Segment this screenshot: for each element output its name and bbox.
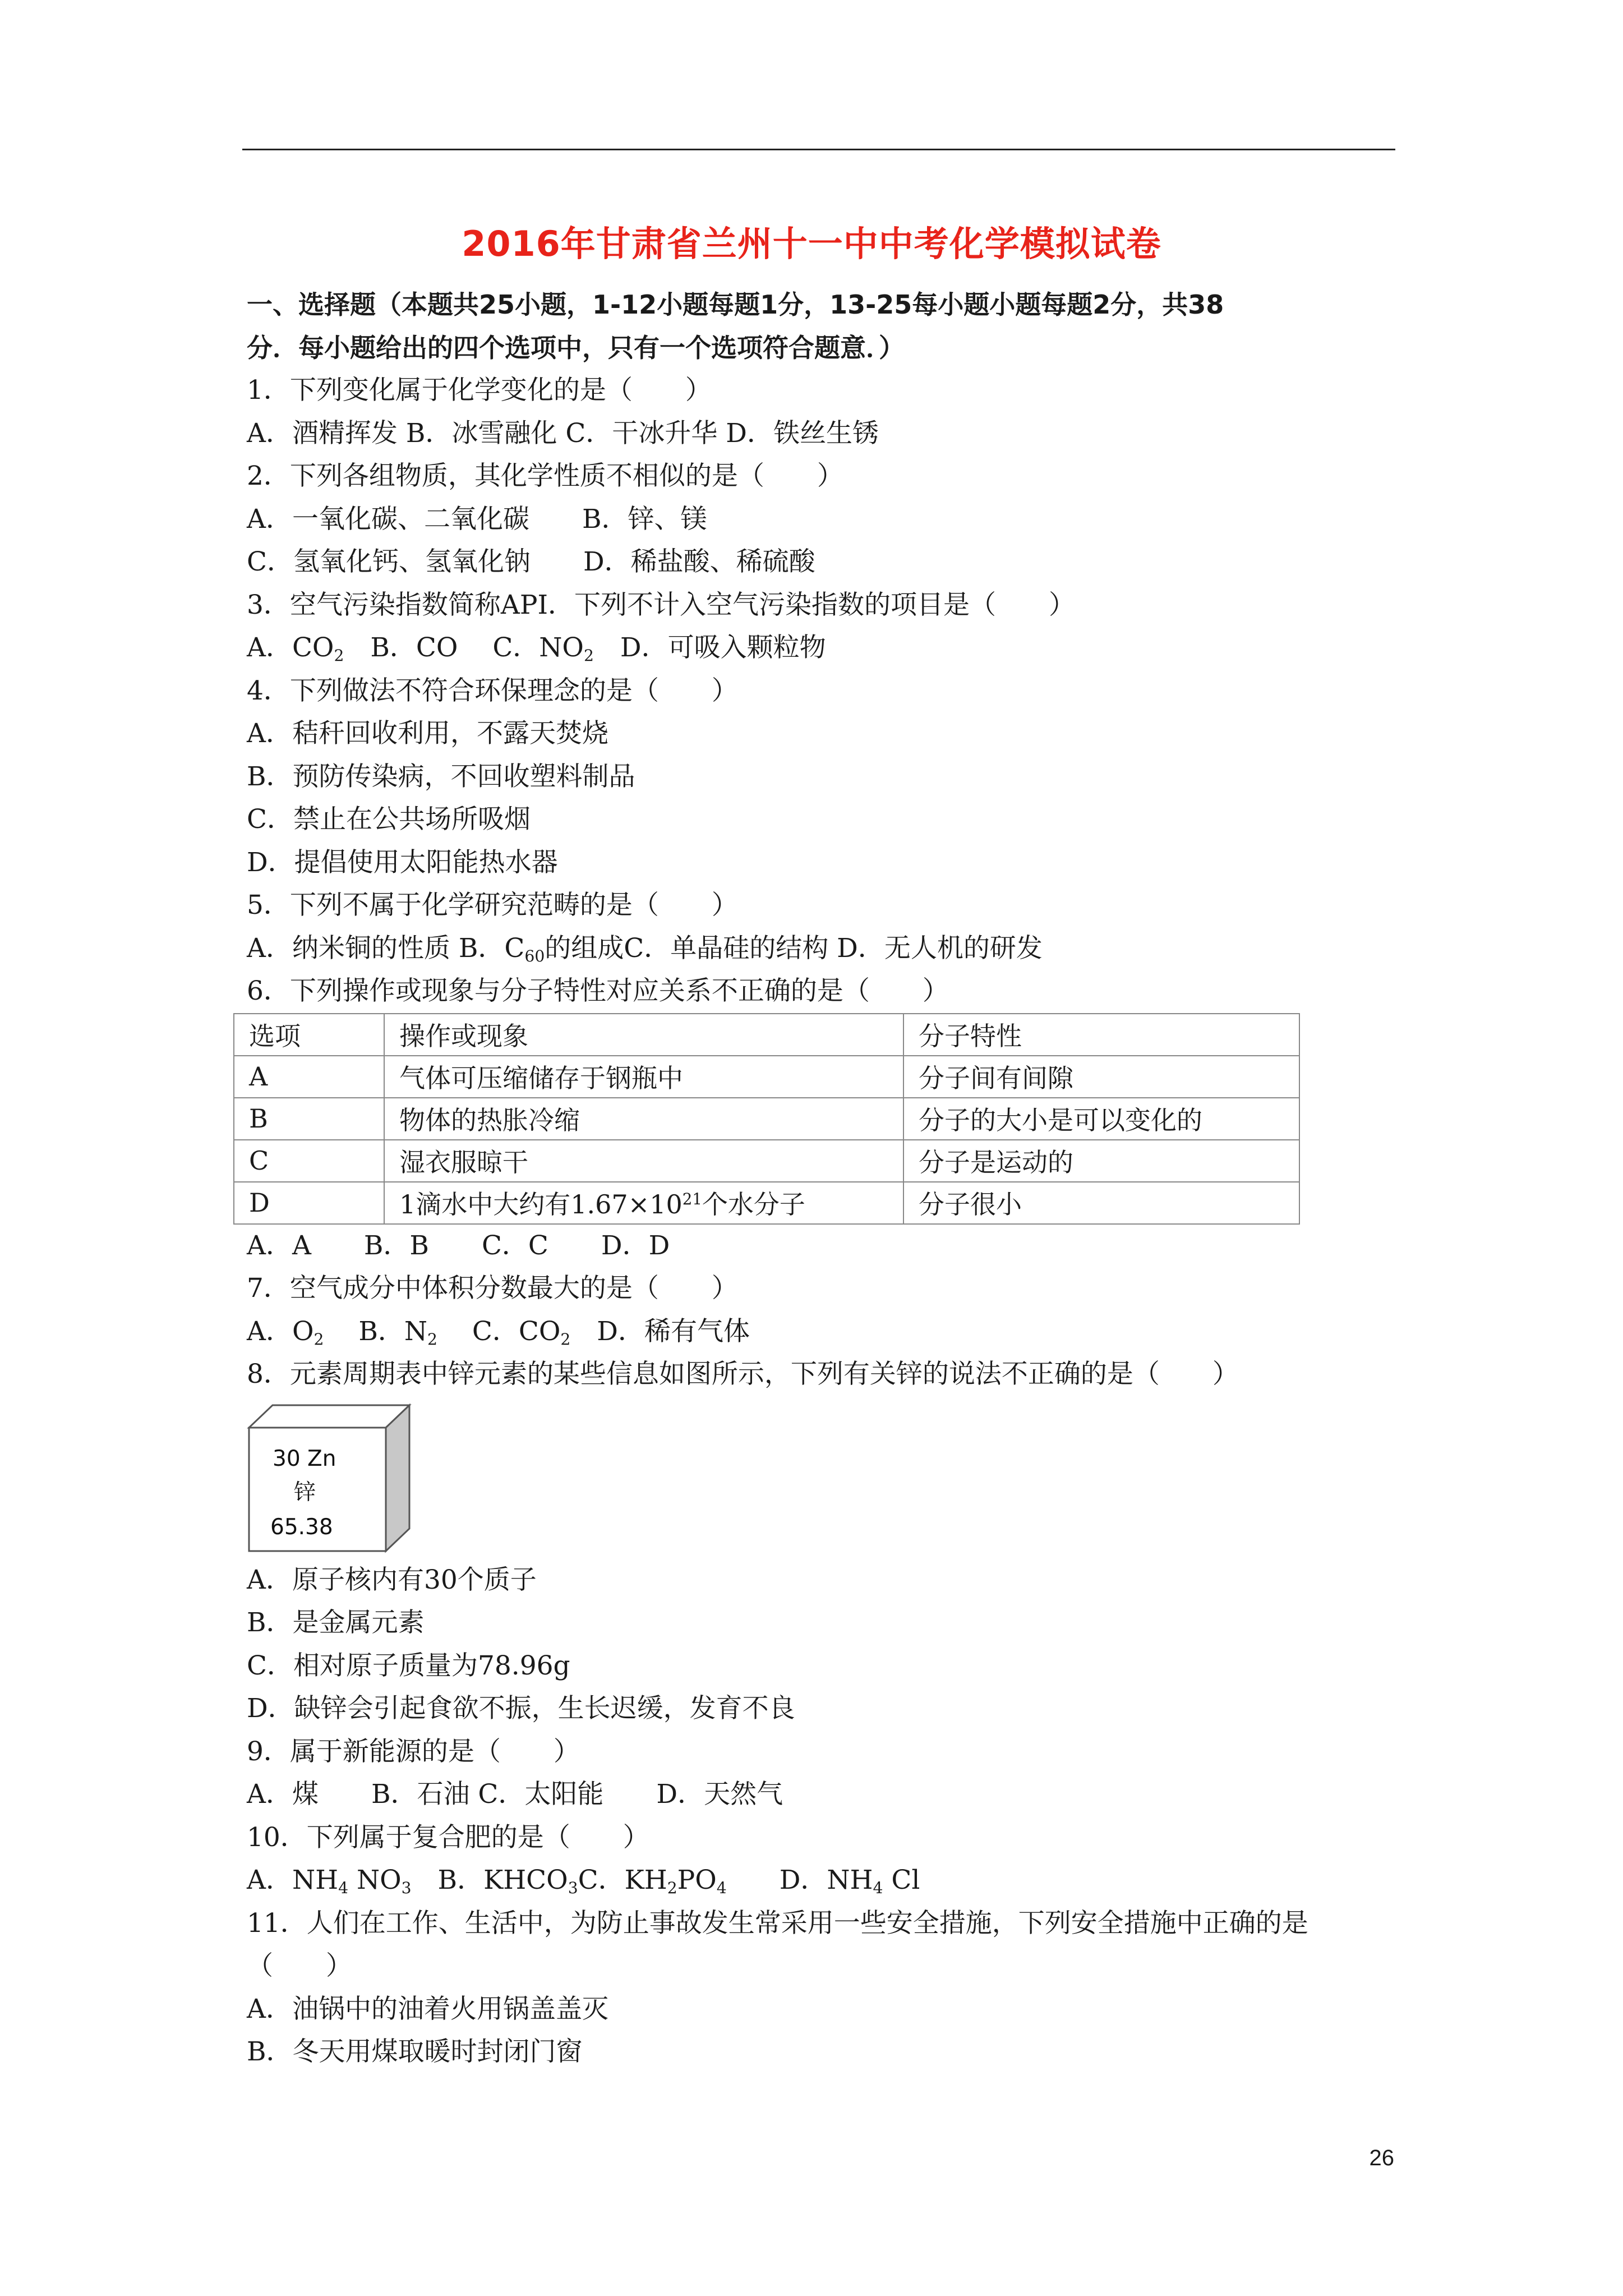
page-number: 26 — [1369, 2146, 1394, 2170]
table-cell: 分子很小 — [903, 1182, 1299, 1224]
q11-option-a: A．油锅中的油着火用锅盖盖灭 — [247, 1993, 608, 2024]
table-row — [234, 1098, 1299, 1140]
table-cell: C — [234, 1140, 384, 1182]
q8-stem: 8．元素周期表中锌元素的某些信息如图所示，下列有关锌的说法不正确的是（ ） — [247, 1359, 1239, 1389]
q11-stem-paren: （ ） — [247, 1950, 352, 1981]
q8-option-c: C．相对原子质量为78.96g — [247, 1650, 570, 1681]
q10-stem: 10．下列属于复合肥的是（ ） — [247, 1821, 649, 1853]
q1-stem: 1．下列变化属于化学变化的是（ ） — [247, 375, 712, 406]
zinc-tile-3d — [247, 1403, 415, 1554]
table-cell: 1滴水中大约有$1.67\times 10^{21}$个水分子 — [384, 1182, 903, 1224]
table-header-cell: 选项 — [234, 1014, 384, 1056]
table-cell: B — [234, 1098, 384, 1140]
q8-option-b: B．是金属元素 — [247, 1607, 425, 1638]
table-cell: 湿衣服晾干 — [384, 1140, 903, 1182]
q2-options-2: C．氢氧化钙、氢氧化钠 D．稀盐酸、稀硫酸 — [247, 546, 815, 577]
header-rule — [242, 149, 1395, 150]
q4-stem: 4．下列做法不符合环保理念的是（ ） — [247, 675, 738, 706]
q3-stem: 3．空气污染指数简称API．下列不计入空气污染指数的项目是（ ） — [247, 589, 1076, 620]
table-cell: D — [234, 1182, 384, 1224]
table-header-cell: 分子特性 — [903, 1014, 1299, 1056]
section-heading-line1: 一、选择题（本题共25小题，1-12小题每题1分，13-25每小题小题每题2分，共38 — [247, 289, 1224, 320]
q5-options: A．纳米铜的性质 B．$C_{60}$的组成C．单晶硅的结构 D．无人机的研发 — [247, 932, 1043, 965]
section-heading-line2: 分．每小题给出的四个选项中，只有一个选项符合题意．） — [247, 332, 905, 363]
q11-option-b: B．冬天用煤取暖时封闭门窗 — [247, 2036, 583, 2067]
table-row — [234, 1056, 1299, 1098]
q2-options-1: A．一氧化碳、二氧化碳 B．锌、镁 — [247, 503, 707, 535]
q4-option-b: B．预防传染病，不回收塑料制品 — [247, 761, 635, 792]
table-cell: 气体可压缩储存于钢瓶中 — [384, 1056, 903, 1098]
q6-options: A．A B．B C．C D．D — [247, 1230, 670, 1261]
q6-stem: 6．下列操作或现象与分子特性对应关系不正确的是（ ） — [247, 976, 949, 1006]
q10-options: A．$NH_4$ $NO_3$ B．$KHCO_3C$．$KH_2PO_4$ D．$NH_4$ Cl — [247, 1865, 920, 1897]
q8-option-a: A．原子核内有30个质子 — [247, 1564, 537, 1595]
q9-options: A．煤 B．石油 C．太阳能 D．天然气 — [247, 1779, 783, 1810]
table-cell: 分子是运动的 — [903, 1140, 1299, 1182]
q2-stem: 2．下列各组物质，其化学性质不相似的是（ ） — [247, 461, 843, 491]
zinc-element-figure — [247, 1396, 1402, 1559]
table-row — [234, 1140, 1299, 1182]
table-header-row — [234, 1014, 1299, 1056]
q9-stem: 9．属于新能源的是（ ） — [247, 1736, 580, 1767]
zinc-mass: 65.38 — [270, 1514, 333, 1540]
q3-options: A．$CO_2$ B．CO C．$NO_2$ D．可吸入颗粒物 — [247, 632, 826, 665]
table-cell: 分子的大小是可以变化的 — [903, 1098, 1299, 1140]
q6-table — [233, 1013, 1300, 1225]
table-row — [234, 1182, 1299, 1224]
q7-stem: 7．空气成分中体积分数最大的是（ ） — [247, 1273, 738, 1304]
q8-option-d: D．缺锌会引起食欲不振，生长迟缓，发育不良 — [247, 1693, 795, 1724]
q7-options: A．$O_2$ B．$N_2$ C．$CO_2$ D．稀有气体 — [247, 1315, 750, 1349]
q4-option-c: C．禁止在公共场所吸烟 — [247, 804, 531, 835]
table-cell: 分子间有间隙 — [903, 1056, 1299, 1098]
q1-options: A．酒精挥发 B．冰雪融化 C．干冰升华 D．铁丝生锈 — [247, 417, 879, 449]
q4-option-d: D．提倡使用太阳能热水器 — [247, 846, 558, 878]
page-title: 2016年甘肃省兰州十一中中考化学模拟试卷 — [462, 223, 1161, 264]
q11-stem: 11．人们在工作、生活中，为防止事故发生常采用一些安全措施，下列安全措施中正确的是 — [247, 1907, 1308, 1939]
q4-option-a: A．秸秆回收利用，不露天焚烧 — [247, 718, 608, 749]
q5-stem: 5．下列不属于化学研究范畴的是（ ） — [247, 890, 738, 921]
table-header-cell: 操作或现象 — [384, 1014, 903, 1056]
table-cell: A — [234, 1056, 384, 1098]
exam-content — [247, 283, 1402, 2074]
table-cell: 物体的热胀冷缩 — [384, 1098, 903, 1140]
zinc-name: 锌 — [294, 1479, 316, 1505]
zinc-number-symbol: 30 Zn — [273, 1446, 336, 1471]
